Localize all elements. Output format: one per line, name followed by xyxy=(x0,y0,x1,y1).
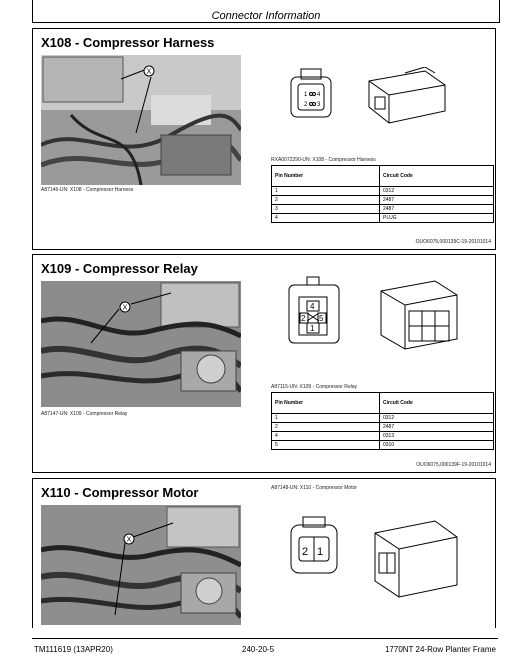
svg-text:4: 4 xyxy=(317,92,321,98)
reference-code: OUO6075,000139F-19-20101014 xyxy=(416,462,491,468)
circuit-cell: 2487 xyxy=(380,423,494,432)
page-header: Connector Information xyxy=(211,10,321,22)
pin-cell: 1 xyxy=(272,187,380,196)
pin-cell: 5 xyxy=(272,441,380,450)
footer-manual-id: TM111619 (13APR20) xyxy=(34,645,113,654)
svg-text:5: 5 xyxy=(319,314,324,323)
circuit-cell: 0312 xyxy=(380,414,494,423)
pin-cell: 1 xyxy=(272,414,380,423)
column-header: Circuit Code xyxy=(380,166,494,187)
section-x108 xyxy=(32,28,496,250)
column-header: Circuit Code xyxy=(380,393,494,414)
table-header-row xyxy=(272,166,494,187)
reference-code: OUO6075,000139C-19-20101014 xyxy=(415,239,491,245)
svg-text:4: 4 xyxy=(310,302,315,311)
section-title: X109 - Compressor Relay xyxy=(41,261,198,276)
table-header-row xyxy=(272,393,494,414)
pin-cell: 4 xyxy=(272,432,380,441)
photo-caption: A87146-UN: X108 - Compressor Harness xyxy=(41,187,134,193)
table-caption: A87148-UN: X110 - Compressor Motor xyxy=(271,485,358,491)
circuit-cell: 0312 xyxy=(380,187,494,196)
section-x110 xyxy=(32,478,496,628)
page-footer xyxy=(32,638,498,654)
table-row xyxy=(272,432,494,441)
svg-text:1: 1 xyxy=(310,324,315,333)
svg-text:1: 1 xyxy=(317,546,324,558)
footer-page-number: 240-20-5 xyxy=(242,645,275,654)
section-x109 xyxy=(32,254,496,473)
circuit-cell: 0310 xyxy=(380,441,494,450)
circuit-cell: PLUG xyxy=(380,214,494,223)
column-header: Pin Number xyxy=(272,393,380,414)
header-frame xyxy=(32,0,500,23)
svg-text:1: 1 xyxy=(304,92,308,98)
callout-label: X xyxy=(146,68,152,76)
photo-x110 xyxy=(41,505,241,625)
photo-x109 xyxy=(41,281,241,407)
callout-label: X xyxy=(122,304,128,312)
table-row xyxy=(272,187,494,196)
footer-title: 1770NT 24-Row Planter Frame xyxy=(384,645,496,654)
callout-label: X xyxy=(126,536,132,544)
svg-text:2: 2 xyxy=(304,102,308,108)
svg-text:2: 2 xyxy=(302,546,309,558)
table-row xyxy=(272,423,494,432)
connector-diagram-x110 xyxy=(285,515,475,610)
photo-x108 xyxy=(41,55,241,185)
table-row xyxy=(272,214,494,223)
column-header: Pin Number xyxy=(272,166,380,187)
pin-cell: 3 xyxy=(272,205,380,214)
photo-caption: A87147-UN: X109 - Compressor Relay xyxy=(41,411,128,417)
connector-diagram-x108 xyxy=(285,67,465,132)
pin-cell: 2 xyxy=(272,196,380,205)
pin-cell: 4 xyxy=(272,214,380,223)
pin-table-x108 xyxy=(271,165,494,223)
circuit-cell: 2487 xyxy=(380,196,494,205)
circuit-cell: 0313 xyxy=(380,432,494,441)
pin-table-x109 xyxy=(271,392,494,450)
circuit-cell: 2487 xyxy=(380,205,494,214)
table-row xyxy=(272,414,494,423)
svg-text:3: 3 xyxy=(317,102,321,108)
section-title: X108 - Compressor Harness xyxy=(41,35,215,50)
svg-text:2: 2 xyxy=(301,314,306,323)
pin-cell: 2 xyxy=(272,423,380,432)
table-row xyxy=(272,196,494,205)
section-title: X110 - Compressor Motor xyxy=(41,485,199,500)
table-caption: RXA0072290-UN: X108 - Compressor Harness xyxy=(271,157,376,163)
table-row xyxy=(272,441,494,450)
connector-diagram-x109 xyxy=(285,275,475,360)
table-row xyxy=(272,205,494,214)
table-caption: A87115-UN: X109 - Compressor Relay xyxy=(271,384,358,390)
